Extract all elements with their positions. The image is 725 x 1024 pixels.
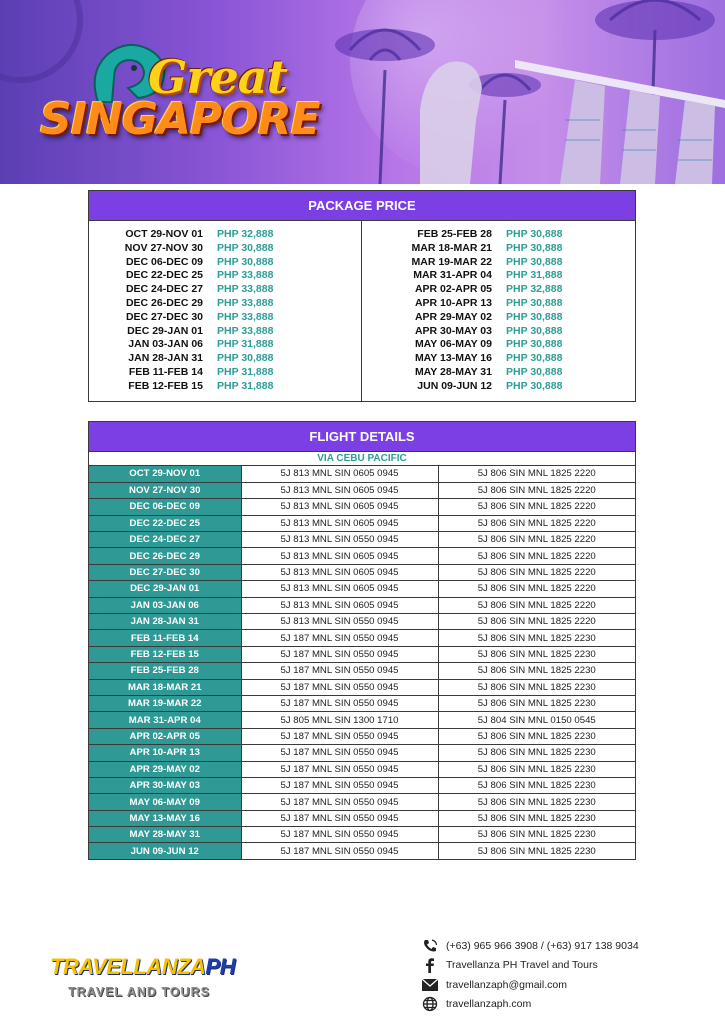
table-row [89,794,635,810]
flight-dates-cell: MAY 06-MAY 09 [89,794,241,810]
price-dates: MAR 31-APR 04 [413,269,492,282]
price-list-left [89,221,362,401]
price-row [89,352,361,366]
price-amount: PHP 30,888 [217,241,274,254]
return-flight-cell: 5J 806 SIN MNL 1825 2220 [438,532,635,548]
logo-wordmark: TRAVELLANZA [50,954,206,979]
price-list-right [362,221,635,401]
return-flight-cell: 5J 806 SIN MNL 1825 2230 [438,728,635,744]
price-row [362,242,635,256]
table-row [89,597,635,613]
return-flight-cell: 5J 806 SIN MNL 1825 2220 [438,515,635,531]
price-amount: PHP 30,888 [506,352,563,365]
flight-dates-cell: APR 02-APR 05 [89,728,241,744]
title-singapore: SINGAPORE [40,94,320,145]
return-flight-cell: 5J 806 SIN MNL 1825 2230 [438,646,635,662]
logo-ph: PH [205,954,235,979]
price-dates: FEB 12-FEB 15 [128,379,203,392]
carrier-label: VIA CEBU PACIFIC [89,452,635,466]
package-price-heading: PACKAGE PRICE [89,191,635,221]
outbound-flight-cell: 5J 187 MNL SIN 0550 0945 [241,695,438,711]
price-row [362,269,635,283]
table-row [89,777,635,793]
return-flight-cell: 5J 806 SIN MNL 1825 2220 [438,482,635,498]
flight-dates-cell: FEB 11-FEB 14 [89,630,241,646]
contact-email [420,975,639,995]
price-amount: PHP 31,888 [217,379,274,392]
flight-dates-cell: JUN 09-JUN 12 [89,843,241,859]
outbound-flight-cell: 5J 187 MNL SIN 0550 0945 [241,843,438,859]
price-dates: NOV 27-NOV 30 [124,241,203,254]
return-flight-cell: 5J 806 SIN MNL 1825 2230 [438,843,635,859]
outbound-flight-cell: 5J 187 MNL SIN 0550 0945 [241,777,438,793]
return-flight-cell: 5J 806 SIN MNL 1825 2230 [438,630,635,646]
table-row [89,564,635,580]
price-dates: MAY 28-MAY 31 [414,365,492,378]
table-row [89,482,635,498]
flight-dates-cell: DEC 24-DEC 27 [89,532,241,548]
globe-icon [420,996,440,1012]
flight-dates-cell: DEC 22-DEC 25 [89,515,241,531]
table-row [89,663,635,679]
table-row [89,761,635,777]
price-row [89,256,361,270]
price-row [362,366,635,380]
flight-table [89,466,635,860]
flight-dates-cell: DEC 29-JAN 01 [89,581,241,597]
facebook-icon [420,957,440,973]
price-row [89,338,361,352]
email-icon [420,977,440,993]
outbound-flight-cell: 5J 187 MNL SIN 0550 0945 [241,810,438,826]
return-flight-cell: 5J 806 SIN MNL 1825 2230 [438,827,635,843]
price-row [89,366,361,380]
title-great: Great [148,50,287,104]
price-dates: OCT 29-NOV 01 [125,228,203,240]
return-flight-cell: 5J 806 SIN MNL 1825 2220 [438,614,635,630]
price-amount: PHP 30,888 [217,255,274,268]
return-flight-cell: 5J 806 SIN MNL 1825 2220 [438,499,635,515]
return-flight-cell: 5J 806 SIN MNL 1825 2220 [438,564,635,580]
price-dates: DEC 22-DEC 25 [125,269,203,282]
travellanza-logo [50,954,250,1004]
contact-phone-text: (+63) 965 966 3908 / (+63) 917 138 9034 [446,939,639,952]
price-amount: PHP 30,888 [506,338,563,351]
outbound-flight-cell: 5J 813 MNL SIN 0605 0945 [241,466,438,482]
price-dates: MAY 06-MAY 09 [414,338,492,351]
table-row [89,712,635,728]
price-dates: MAR 19-MAR 22 [411,255,492,268]
price-amount: PHP 31,888 [217,338,274,351]
table-row [89,499,635,515]
flight-dates-cell: MAR 19-MAR 22 [89,695,241,711]
price-dates: APR 30-MAY 03 [414,324,492,337]
price-amount: PHP 31,888 [506,269,563,282]
flight-details-section [88,421,636,860]
flight-dates-cell: JAN 03-JAN 06 [89,597,241,613]
price-dates: JUN 09-JUN 12 [417,379,492,392]
outbound-flight-cell: 5J 813 MNL SIN 0550 0945 [241,614,438,630]
table-row [89,614,635,630]
outbound-flight-cell: 5J 813 MNL SIN 0605 0945 [241,581,438,597]
flight-dates-cell: NOV 27-NOV 30 [89,482,241,498]
price-dates: APR 29-MAY 02 [414,310,492,323]
return-flight-cell: 5J 806 SIN MNL 1825 2230 [438,745,635,761]
price-row [89,228,361,242]
table-row [89,695,635,711]
price-amount: PHP 31,888 [217,365,274,378]
price-row [89,242,361,256]
outbound-flight-cell: 5J 187 MNL SIN 0550 0945 [241,827,438,843]
price-dates: DEC 26-DEC 29 [125,296,203,309]
outbound-flight-cell: 5J 813 MNL SIN 0605 0945 [241,597,438,613]
price-dates: DEC 06-DEC 09 [125,255,203,268]
price-row [89,311,361,325]
outbound-flight-cell: 5J 187 MNL SIN 0550 0945 [241,761,438,777]
price-row [89,297,361,311]
price-amount: PHP 30,888 [506,365,563,378]
return-flight-cell: 5J 806 SIN MNL 1825 2220 [438,597,635,613]
price-dates: MAR 18-MAR 21 [411,241,492,254]
price-row [362,311,635,325]
price-amount: PHP 30,888 [506,241,563,254]
price-dates: JAN 03-JAN 06 [128,338,203,351]
outbound-flight-cell: 5J 813 MNL SIN 0605 0945 [241,548,438,564]
return-flight-cell: 5J 806 SIN MNL 1825 2230 [438,761,635,777]
price-dates: JAN 28-JAN 31 [128,352,203,365]
flight-dates-cell: APR 29-MAY 02 [89,761,241,777]
flight-dates-cell: OCT 29-NOV 01 [89,466,241,482]
price-row [89,269,361,283]
price-amount: PHP 30,888 [506,255,563,268]
price-dates: FEB 25-FEB 28 [417,228,492,240]
flight-dates-cell: APR 30-MAY 03 [89,777,241,793]
table-row [89,679,635,695]
flight-details-heading: FLIGHT DETAILS [89,422,635,452]
price-amount: PHP 33,888 [217,310,274,323]
return-flight-cell: 5J 806 SIN MNL 1825 2230 [438,695,635,711]
table-row [89,810,635,826]
price-amount: PHP 33,888 [217,269,274,282]
flight-dates-cell: FEB 12-FEB 15 [89,646,241,662]
flight-dates-cell: APR 10-APR 13 [89,745,241,761]
return-flight-cell: 5J 806 SIN MNL 1825 2230 [438,777,635,793]
price-dates: FEB 11-FEB 14 [128,365,203,378]
header-banner [0,0,725,184]
flight-dates-cell: DEC 27-DEC 30 [89,564,241,580]
price-amount: PHP 30,888 [506,310,563,323]
outbound-flight-cell: 5J 187 MNL SIN 0550 0945 [241,679,438,695]
outbound-flight-cell: 5J 805 MNL SIN 1300 1710 [241,712,438,728]
outbound-flight-cell: 5J 813 MNL SIN 0605 0945 [241,482,438,498]
price-dates: DEC 24-DEC 27 [125,283,203,296]
flight-dates-cell: MAY 13-MAY 16 [89,810,241,826]
outbound-flight-cell: 5J 187 MNL SIN 0550 0945 [241,630,438,646]
return-flight-cell: 5J 806 SIN MNL 1825 2230 [438,663,635,679]
outbound-flight-cell: 5J 187 MNL SIN 0550 0945 [241,646,438,662]
table-row [89,827,635,843]
price-dates: DEC 29-JAN 01 [127,324,203,337]
price-amount: PHP 32,888 [506,283,563,296]
flight-dates-cell: MAR 18-MAR 21 [89,679,241,695]
flight-dates-cell: MAR 31-APR 04 [89,712,241,728]
return-flight-cell: 5J 806 SIN MNL 1825 2230 [438,810,635,826]
table-row [89,843,635,859]
contact-info [420,936,639,1014]
flight-dates-cell: FEB 25-FEB 28 [89,663,241,679]
price-dates: MAY 13-MAY 16 [414,352,492,365]
table-row [89,646,635,662]
outbound-flight-cell: 5J 813 MNL SIN 0605 0945 [241,499,438,515]
price-row [362,338,635,352]
table-row [89,532,635,548]
contact-facebook-text: Travellanza PH Travel and Tours [446,959,598,972]
price-amount: PHP 30,888 [506,296,563,309]
price-row [362,352,635,366]
contact-website-text: travellanzaph.com [446,998,532,1011]
outbound-flight-cell: 5J 187 MNL SIN 0550 0945 [241,728,438,744]
flight-dates-cell: DEC 06-DEC 09 [89,499,241,515]
flight-dates-cell: MAY 28-MAY 31 [89,827,241,843]
outbound-flight-cell: 5J 187 MNL SIN 0550 0945 [241,745,438,761]
contact-facebook [420,956,639,976]
price-row [362,297,635,311]
outbound-flight-cell: 5J 813 MNL SIN 0605 0945 [241,515,438,531]
price-row [362,256,635,270]
price-row [89,325,361,339]
table-row [89,466,635,482]
price-amount: PHP 30,888 [506,324,563,337]
contact-phone [420,936,639,956]
return-flight-cell: 5J 806 SIN MNL 1825 2220 [438,548,635,564]
price-amount: PHP 30,888 [506,379,563,392]
price-amount: PHP 30,888 [217,352,274,365]
table-row [89,745,635,761]
table-row [89,581,635,597]
price-amount: PHP 33,888 [217,296,274,309]
table-row [89,548,635,564]
logo-tagline: TRAVEL AND TOURS [68,985,210,999]
return-flight-cell: 5J 806 SIN MNL 1825 2230 [438,679,635,695]
return-flight-cell: 5J 806 SIN MNL 1825 2220 [438,466,635,482]
table-row [89,630,635,646]
price-row [362,380,635,394]
great-singapore-title [40,50,320,160]
price-amount: PHP 32,888 [217,228,274,240]
return-flight-cell: 5J 806 SIN MNL 1825 2220 [438,581,635,597]
flight-dates-cell: JAN 28-JAN 31 [89,614,241,630]
price-row [362,325,635,339]
price-amount: PHP 33,888 [217,283,274,296]
price-row [362,283,635,297]
outbound-flight-cell: 5J 813 MNL SIN 0605 0945 [241,564,438,580]
price-row [362,228,635,242]
outbound-flight-cell: 5J 187 MNL SIN 0550 0945 [241,663,438,679]
price-row [89,283,361,297]
outbound-flight-cell: 5J 187 MNL SIN 0550 0945 [241,794,438,810]
table-row [89,728,635,744]
return-flight-cell: 5J 804 SIN MNL 0150 0545 [438,712,635,728]
price-dates: APR 02-APR 05 [414,283,492,296]
price-amount: PHP 33,888 [217,324,274,337]
return-flight-cell: 5J 806 SIN MNL 1825 2230 [438,794,635,810]
price-dates: APR 10-APR 13 [414,296,492,309]
price-row [89,380,361,394]
phone-icon [420,938,440,954]
package-price-section [88,190,636,402]
price-dates: DEC 27-DEC 30 [125,310,203,323]
outbound-flight-cell: 5J 813 MNL SIN 0550 0945 [241,532,438,548]
price-amount: PHP 30,888 [506,228,563,240]
flight-dates-cell: DEC 26-DEC 29 [89,548,241,564]
table-row [89,515,635,531]
contact-email-text: travellanzaph@gmail.com [446,978,567,991]
contact-website [420,995,639,1015]
